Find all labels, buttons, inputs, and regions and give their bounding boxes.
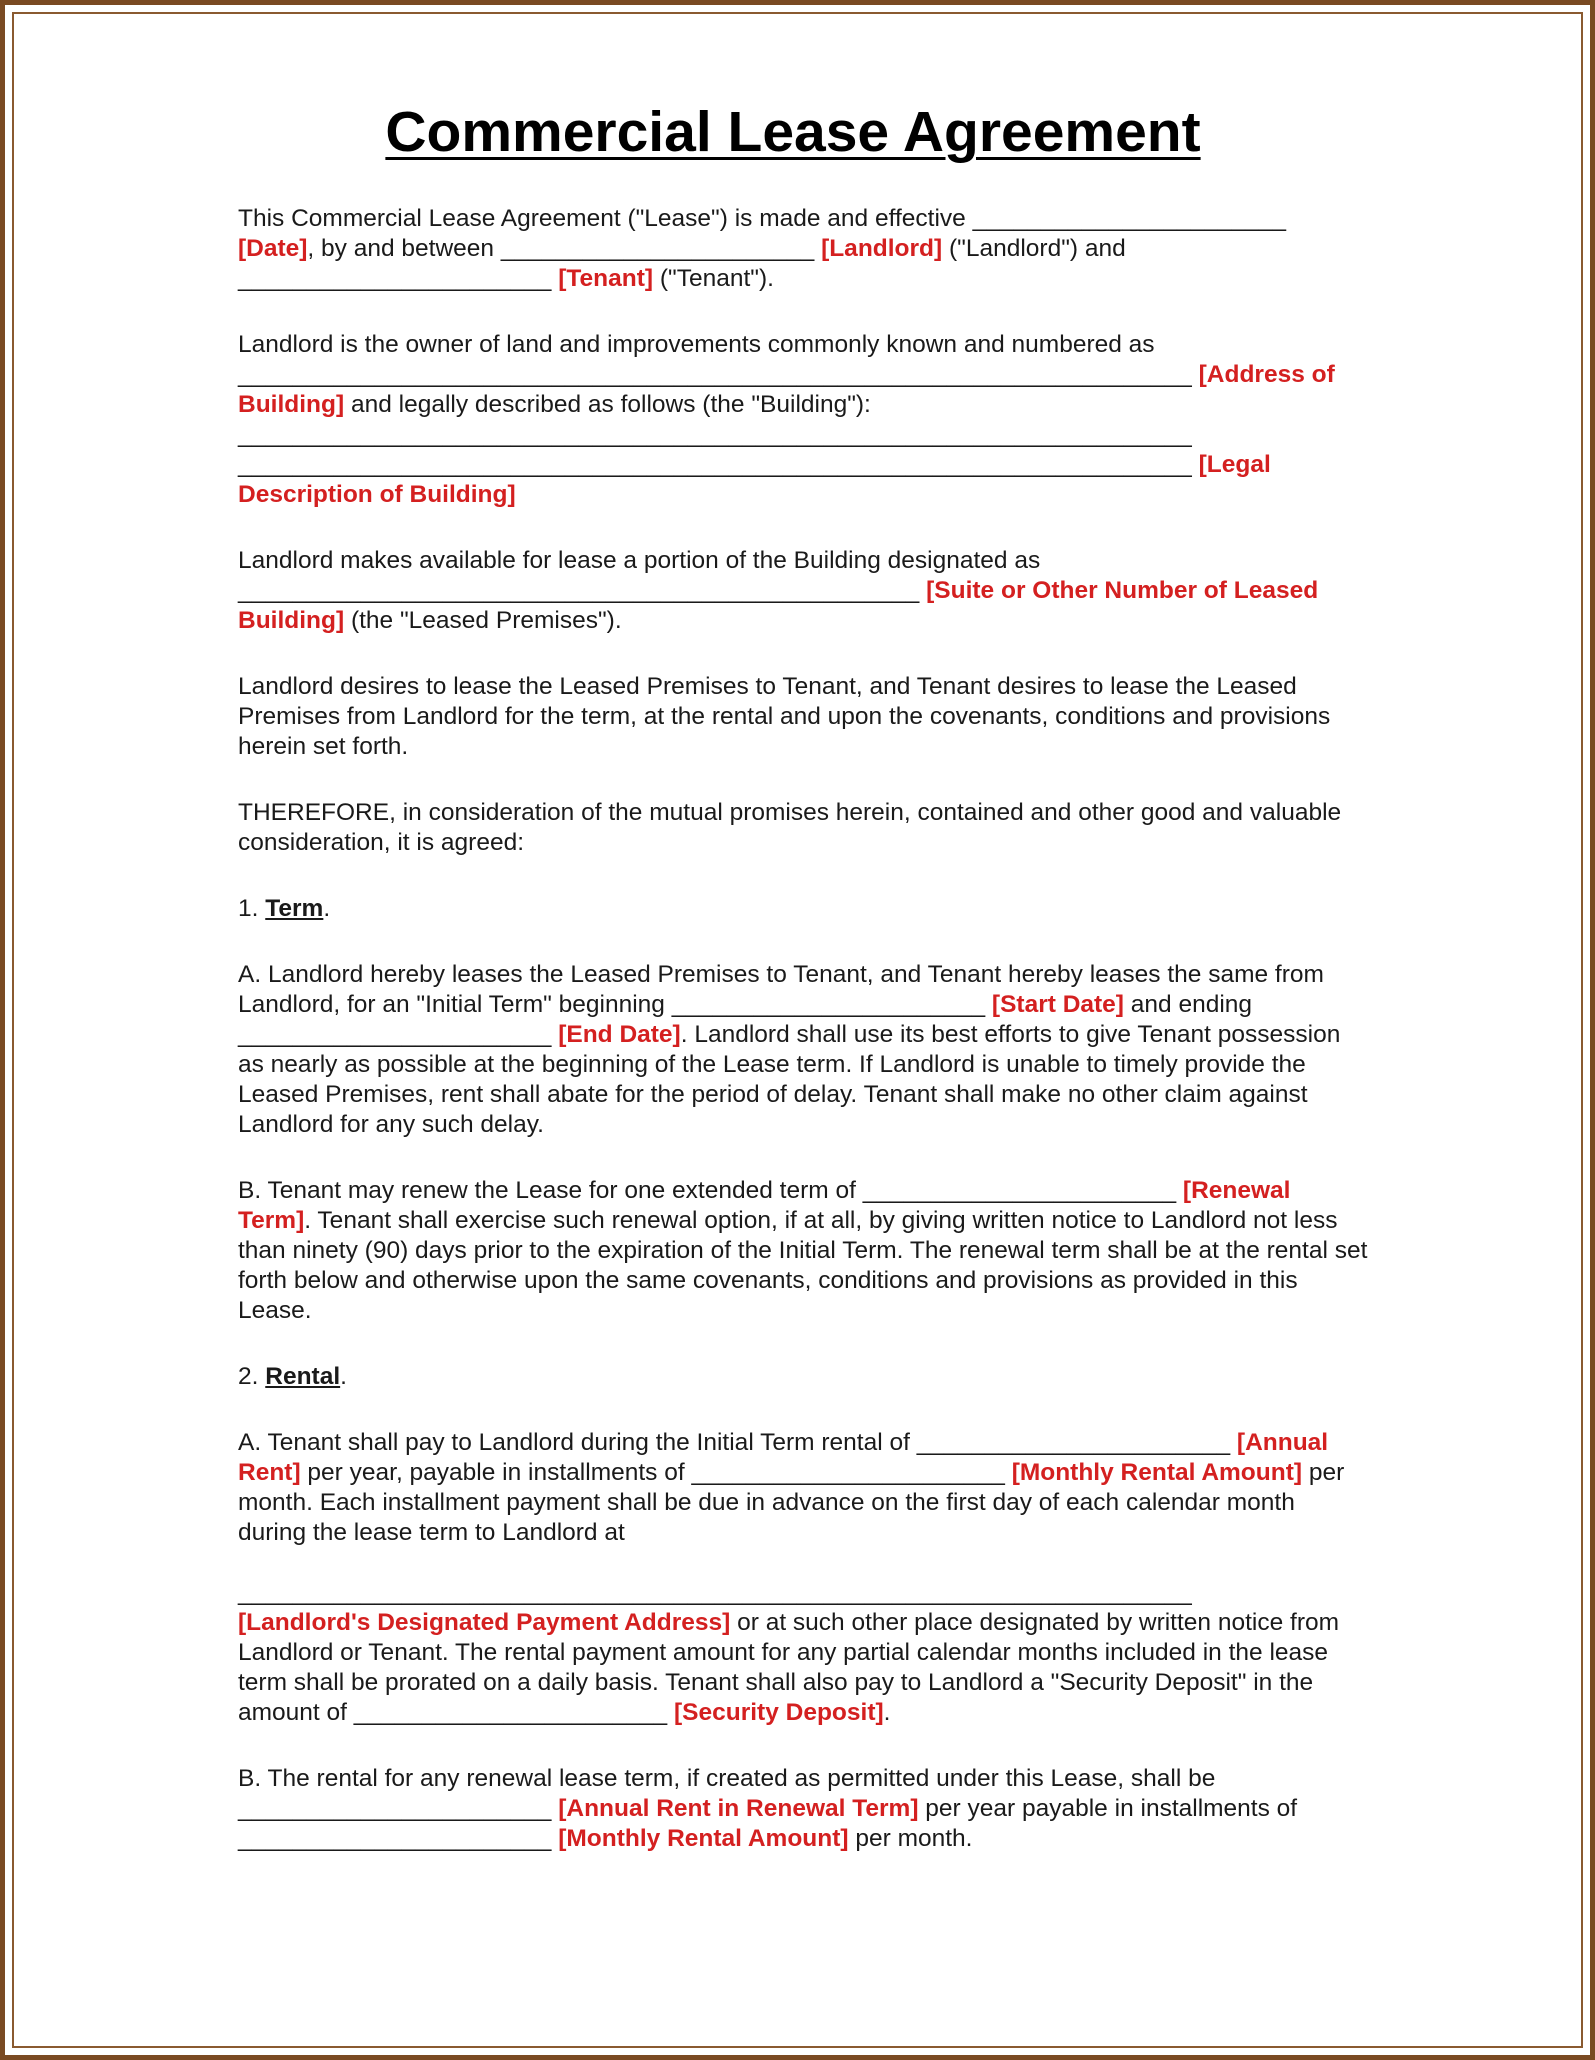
blank-renewal-term[interactable]: _______________________ <box>862 1177 1177 1204</box>
blank-annual-rent[interactable]: _______________________ <box>916 1429 1231 1456</box>
premises-paragraph: Landlord makes available for lease a portion of the Building designated as __________________________________________________ [Suite or Other Number of Leased Building] (the "Leased Premises"). <box>238 547 1319 634</box>
section-2-title: Rental <box>265 1363 341 1390</box>
building-paragraph: Landlord is the owner of land and improvements commonly known and numbered as ______________________________________________________________________ [Address of Building] and legally described as follows (the "Building"): ______________________________________________________________________ ______________________________________________________________________ [Legal Description of Building] <box>238 331 1335 508</box>
desires-paragraph: Landlord desires to lease the Leased Premises to Tenant, and Tenant desires to lease the Leased Premises from Landlord for the term, at the rental and upon the covenants, conditions and provisions herein set forth. <box>238 673 1331 760</box>
section-2-heading: 2. Rental. <box>238 1363 347 1390</box>
placeholder-payment-address: [Landlord's Designated Payment Address] <box>238 1609 731 1636</box>
placeholder-address-of-building: [Address of Building] <box>238 361 1335 418</box>
placeholder-renewal-monthly-rent: [Monthly Rental Amount] <box>558 1825 849 1852</box>
placeholder-legal-description: [Legal Description of Building] <box>238 451 1271 508</box>
section-1-title: Term <box>265 895 324 922</box>
section-1-heading: 1. Term. <box>238 895 331 922</box>
document-title: Commercial Lease Agreement <box>385 100 1201 164</box>
blank-tenant[interactable]: _______________________ <box>238 265 552 292</box>
term-a-paragraph: A. Landlord hereby leases the Leased Premises to Tenant, and Tenant hereby leases the same from Landlord, for an "Initial Term" beginning _______________________ [Start Date] and ending _______________________ [End Date]. Landlord shall use its best efforts to give Tenant possession as nearly as possible at the beginning of the Lease term. If Landlord is unable to timely provide the Leased Premises, rent shall abate for the period of delay. Tenant shall make no other claim against Landlord for any such delay. <box>238 961 1341 1138</box>
therefore-paragraph: THEREFORE, in consideration of the mutual promises herein, contained and other good and valuable consideration, it is agreed: <box>238 799 1342 856</box>
intro-paragraph: This Commercial Lease Agreement ("Lease") is made and effective _______________________ [Date], by and between _______________________ [Landlord] ("Landlord") and _______________________ [Tenant] ("Tenant"). <box>238 205 1286 292</box>
blank-suite-number[interactable]: __________________________________________________ <box>238 577 920 604</box>
term-b-paragraph: B. Tenant may renew the Lease for one extended term of _______________________ [Renewal Term]. Tenant shall exercise such renewal option, if at all, by giving written notice to Landlord not less than ninety (90) days prior to the expiration of the Initial Term. The renewal term shall be at the rental set forth below and otherwise upon the same covenants, conditions and provisions as provided in this Lease. <box>238 1177 1368 1324</box>
blank-effective-date[interactable]: _______________________ <box>972 205 1286 232</box>
blank-address-of-building[interactable]: ______________________________________________________________________ <box>238 361 1192 388</box>
blank-landlord[interactable]: _______________________ <box>500 235 815 262</box>
blank-start-date[interactable]: _______________________ <box>671 991 986 1018</box>
blank-legal-description-1[interactable]: ______________________________________________________________________ <box>238 421 1192 448</box>
blank-renewal-annual-rent[interactable]: _______________________ <box>238 1795 552 1822</box>
placeholder-security-deposit: [Security Deposit] <box>673 1699 884 1726</box>
blank-payment-address[interactable]: ______________________________________________________________________ <box>238 1579 1192 1606</box>
placeholder-end-date: [End Date] <box>558 1021 681 1048</box>
placeholder-landlord: [Landlord] <box>821 235 943 262</box>
blank-legal-description-2[interactable]: ______________________________________________________________________ <box>238 451 1192 478</box>
placeholder-renewal-annual-rent: [Annual Rent in Renewal Term] <box>558 1795 919 1822</box>
document-page <box>238 100 1368 1890</box>
placeholder-start-date: [Start Date] <box>991 991 1124 1018</box>
placeholder-renewal-term: [Renewal Term] <box>238 1177 1291 1234</box>
blank-renewal-monthly-rent[interactable]: _______________________ <box>238 1825 552 1852</box>
placeholder-annual-rent: [Annual Rent] <box>238 1429 1329 1486</box>
placeholder-tenant: [Tenant] <box>558 265 654 292</box>
rental-b-paragraph: B. The rental for any renewal lease term, if created as permitted under this Lease, shall be _______________________ [Annual Rent in Renewal Term] per year payable in installments of _______________________ [Monthly Rental Amount] per month. <box>238 1765 1298 1852</box>
rental-a-paragraph: A. Tenant shall pay to Landlord during the Initial Term rental of _______________________ [Annual Rent] per year, payable in installments of _______________________ [Monthly Rental Amount] per month. Each installment payment shall be due in advance on the first day of each calendar month during the lease term to Landlord at ______________________________________________________________________ [Landlord's Designated Payment Address] or at such other place designated by written notice from Landlord or Tenant. The rental payment amount for any partial calendar months included in the lease term shall be prorated on a daily basis. Tenant shall also pay to Landlord a "Security Deposit" in the amount of _______________________ [Security Deposit]. <box>238 1429 1345 1726</box>
blank-security-deposit[interactable]: _______________________ <box>353 1699 668 1726</box>
placeholder-suite-number: [Suite or Other Number of Leased Building] <box>238 577 1319 634</box>
blank-end-date[interactable]: _______________________ <box>238 1021 552 1048</box>
placeholder-monthly-rent: [Monthly Rental Amount] <box>1011 1459 1303 1486</box>
blank-monthly-rent[interactable]: _______________________ <box>691 1459 1005 1486</box>
placeholder-date: [Date] <box>238 235 308 262</box>
